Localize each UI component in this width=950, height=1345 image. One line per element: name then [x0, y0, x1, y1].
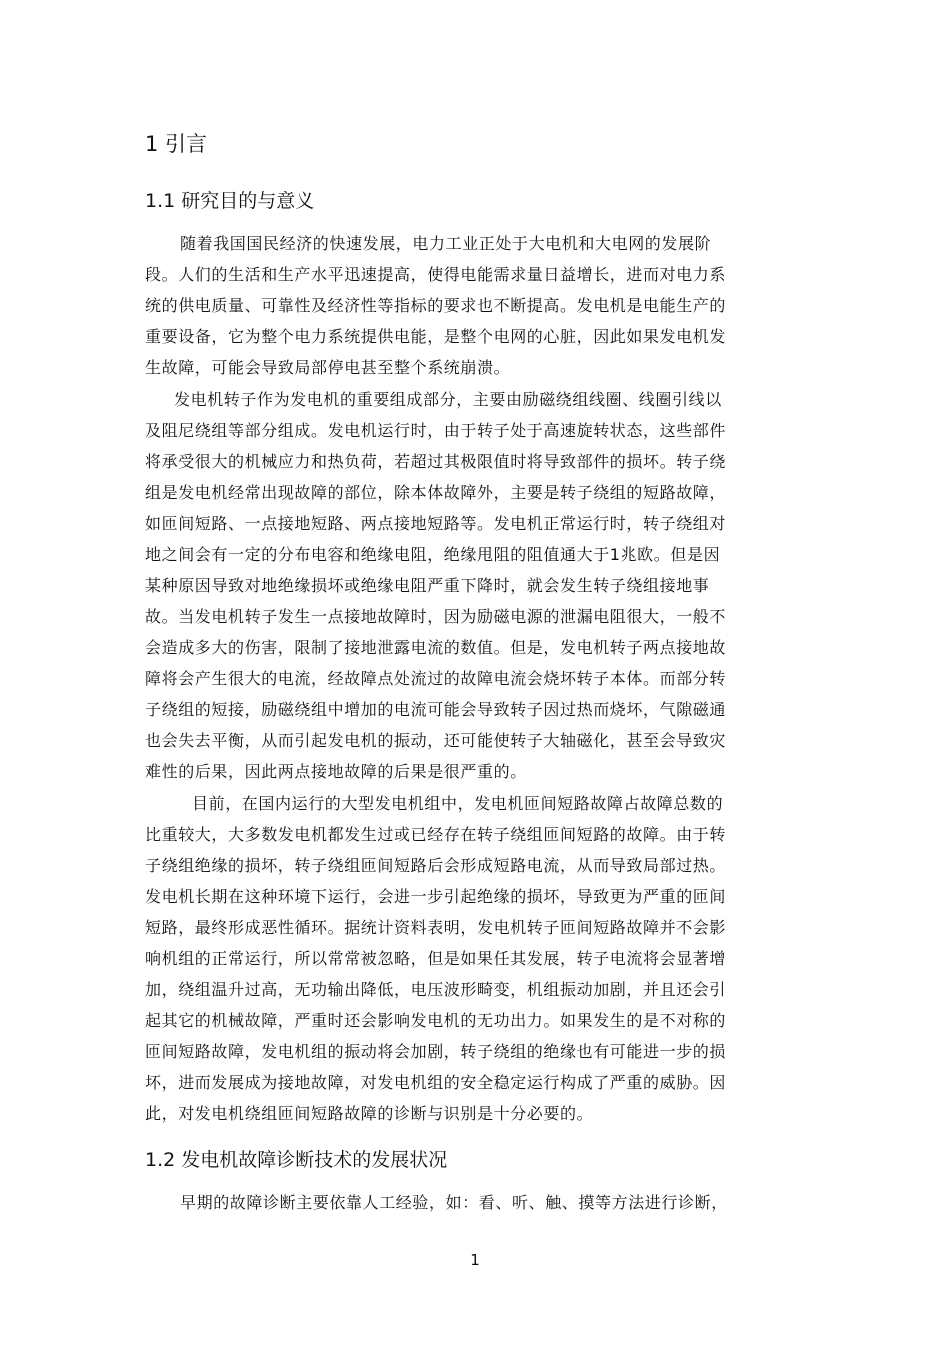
- text-line: 如匝间短路、一点接地短路、两点接地短路等。发电机正常运行时，转子绕组对: [145, 514, 727, 533]
- text-line: 比重较大，大多数发电机都发生过或已经存在转子绕组匝间短路的故障。由于转: [145, 825, 727, 844]
- text-line: 障将会产生很大的电流，经故障点处流过的故障电流会烧坏转子本体。而部分转: [145, 669, 727, 688]
- text-line: 地之间会有一定的分布电容和绝缘电阻，绝缘甩阻的阻值通大于1兆欧。但是因: [145, 545, 721, 564]
- text-line: 目前，在国内运行的大型发电机组中，发电机匝间短路故障占故障总数的: [192, 794, 724, 813]
- text-line: 生故障，可能会导致局部停电甚至整个系统崩溃。: [145, 358, 511, 377]
- text-line: 发电机转子作为发电机的重要组成部分，主要由励磁绕组线圈、线圈引线以: [174, 390, 722, 409]
- text-line: 坏，进而发展成为接地故障，对发电机组的安全稳定运行构成了严重的威胁。因: [145, 1073, 727, 1092]
- text-line: 及阻尼绕组等部分组成。发电机运行时，由于转子处于高速旋转状态，这些部件: [145, 421, 727, 440]
- text-line: 发电机长期在这种环境下运行，会进一步引起绝缘的损坏，导致更为严重的匝间: [145, 887, 727, 906]
- text-line: 子绕组的短接，励磁绕组中增加的电流可能会导致转子因过热而烧坏，气隙磁通: [145, 700, 727, 719]
- section-heading-1-1: 1.1 研究目的与意义: [145, 190, 315, 212]
- text-line: 将承受很大的机械应力和热负荷，若超过其极限值时将导致部件的损坏。转子绕: [145, 452, 727, 471]
- text-line: 早期的故障诊断主要依靠人工经验，如：看、听、触、摸等方法进行诊断，: [180, 1193, 728, 1212]
- text-line: 此，对发电机绕组匝间短路故障的诊断与识别是十分必要的。: [145, 1104, 594, 1123]
- text-line: 会造成多大的伤害，限制了接地泄露电流的数值。但是，发电机转子两点接地故: [145, 638, 727, 657]
- text-line: 重要设备，它为整个电力系统提供电能，是整个电网的心脏，因此如果发电机发: [145, 327, 727, 346]
- text-line: 起其它的机械故障，严重时还会影响发电机的无功出力。如果发生的是不对称的: [145, 1011, 727, 1030]
- section-heading-1-2: 1.2 发电机故障诊断技术的发展状况: [145, 1149, 448, 1171]
- text-line: 随着我国国民经济的快速发展，电力工业正处于大电机和大电网的发展阶: [180, 234, 712, 253]
- text-line: 短路，最终形成恶性循环。据统计资料表明，发电机转子匝间短路故障并不会影: [145, 918, 727, 937]
- text-line: 段。人们的生活和生产水平迅速提高，使得电能需求量日益增长，进而对电力系: [145, 265, 727, 284]
- page-number: 1: [470, 1251, 480, 1269]
- text-line: 子绕组绝缘的损坏，转子绕组匝间短路后会形成短路电流，从而导致局部过热。: [145, 856, 727, 875]
- text-line: 加，绕组温升过高，无功输出降低，电压波形畸变，机组振动加剧，并且还会引: [145, 980, 727, 999]
- text-line: 故。当发电机转子发生一点接地故障时，因为励磁电源的泄漏电阻很大，一般不: [145, 607, 727, 626]
- text-line: 匝间短路故障，发电机组的振动将会加剧，转子绕组的绝缘也有可能进一步的损: [145, 1042, 727, 1061]
- text-line: 也会失去平衡，从而引起发电机的振动，还可能使转子大轴磁化，甚至会导致灾: [145, 731, 727, 750]
- text-line: 统的供电质量、可靠性及经济性等指标的要求也不断提高。发电机是电能生产的: [145, 296, 727, 315]
- text-line: 某种原因导致对地绝缘损坏或绝缘电阻严重下降时，就会发生转子绕组接地事: [145, 576, 710, 595]
- text-line: 响机组的正常运行，所以常常被忽略，但是如果任其发展，转子电流将会显著增: [145, 949, 727, 968]
- text-line: 难性的后果，因此两点接地故障的后果是很严重的。: [145, 762, 527, 781]
- chapter-heading: 1 引言: [145, 132, 208, 156]
- text-line: 组是发电机经常出现故障的部位，除本体故障外，主要是转子绕组的短路故障，: [145, 483, 727, 502]
